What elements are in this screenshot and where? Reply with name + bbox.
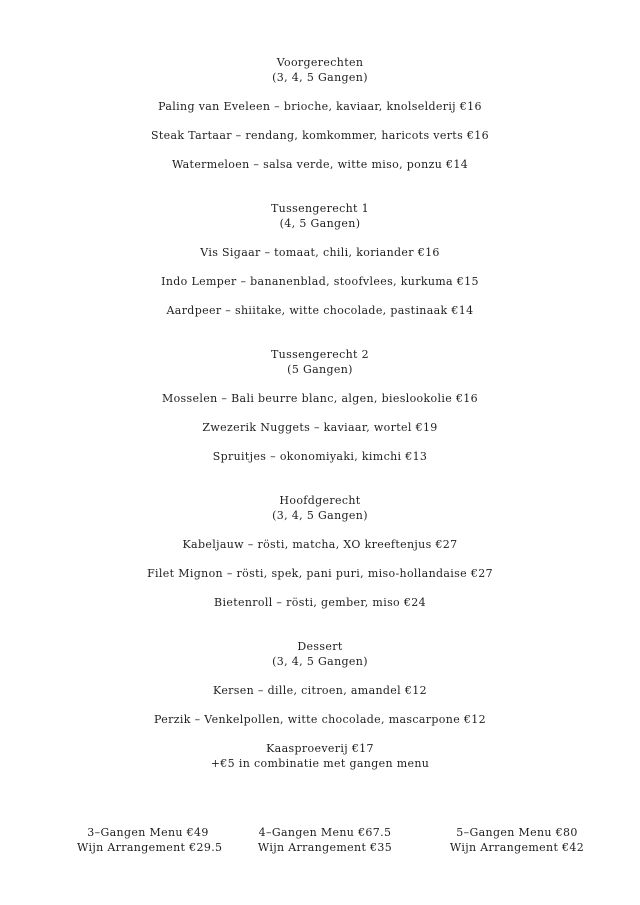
section-voorgerechten [0, 55, 640, 172]
cheese-name: Kaasproeverij €17 [266, 742, 374, 755]
dish-item: Indo Lemper – bananenblad, stoofvlees, kurkuma €15 [161, 275, 479, 288]
section-header [0, 201, 640, 231]
dish-item: Filet Mignon – rösti, spek, pani puri, miso-hollandaise €27 [147, 567, 493, 580]
package-3-gangen [77, 825, 223, 855]
package-footer [0, 825, 640, 857]
package-menu-price: 4–Gangen Menu €67.5 [258, 826, 392, 839]
section-courses: (4, 5 Gangen) [279, 217, 361, 230]
package-wine-price: Wijn Arrangement €29.5 [77, 841, 223, 854]
dish-item: Zwezerik Nuggets – kaviaar, wortel €19 [202, 421, 438, 434]
dish-item: Mosselen – Bali beurre blanc, algen, bieslookolie €16 [161, 392, 479, 405]
dish-item: Bietenroll – rösti, gember, miso €24 [214, 596, 426, 609]
dish-item: Vis Sigaar – tomaat, chili, koriander €16 [200, 246, 440, 259]
cheese-item [0, 741, 640, 771]
section-header [0, 347, 640, 377]
section-courses: (3, 4, 5 Gangen) [272, 71, 368, 84]
dish-item: Watermeloen – salsa verde, witte miso, ponzu €14 [171, 158, 469, 171]
dish-item: Kabeljauw – rösti, matcha, XO kreeftenjus €27 [182, 538, 458, 551]
section-title: Tussengerecht 2 [270, 348, 370, 361]
dish-item: Spruitjes – okonomiyaki, kimchi €13 [212, 450, 428, 463]
section-title: Hoofdgerecht [279, 494, 361, 507]
dish-item: Perzik – Venkelpollen, witte chocolade, mascarpone €12 [154, 713, 486, 726]
section-courses: (3, 4, 5 Gangen) [272, 655, 368, 668]
section-title: Dessert [297, 640, 343, 653]
menu-content [0, 55, 640, 800]
section-title: Voorgerechten [276, 56, 364, 69]
dish-item: Paling van Eveleen – brioche, kaviaar, knolselderij €16 [158, 100, 482, 113]
section-title: Tussengerecht 1 [270, 202, 370, 215]
dish-item: Kersen – dille, citroen, amandel €12 [213, 684, 427, 697]
cheese-note: +€5 in combinatie met gangen menu [210, 757, 430, 770]
section-hoofdgerecht [0, 493, 640, 610]
section-courses: (5 Gangen) [287, 363, 353, 376]
section-tussengerecht-1 [0, 201, 640, 318]
dish-item: Aardpeer – shiitake, witte chocolade, pastinaak €14 [166, 304, 474, 317]
package-5-gangen [446, 825, 588, 855]
section-header [0, 639, 640, 669]
dish-item: Steak Tartaar – rendang, komkommer, haricots verts €16 [151, 129, 489, 142]
section-tussengerecht-2 [0, 347, 640, 464]
section-courses: (3, 4, 5 Gangen) [272, 509, 368, 522]
package-menu-price: 3–Gangen Menu €49 [87, 826, 209, 839]
package-4-gangen [254, 825, 396, 855]
package-wine-price: Wijn Arrangement €42 [449, 841, 585, 854]
section-header [0, 55, 640, 85]
section-dessert [0, 639, 640, 771]
package-menu-price: 5–Gangen Menu €80 [456, 826, 578, 839]
package-wine-price: Wijn Arrangement €35 [257, 841, 393, 854]
section-header [0, 493, 640, 523]
